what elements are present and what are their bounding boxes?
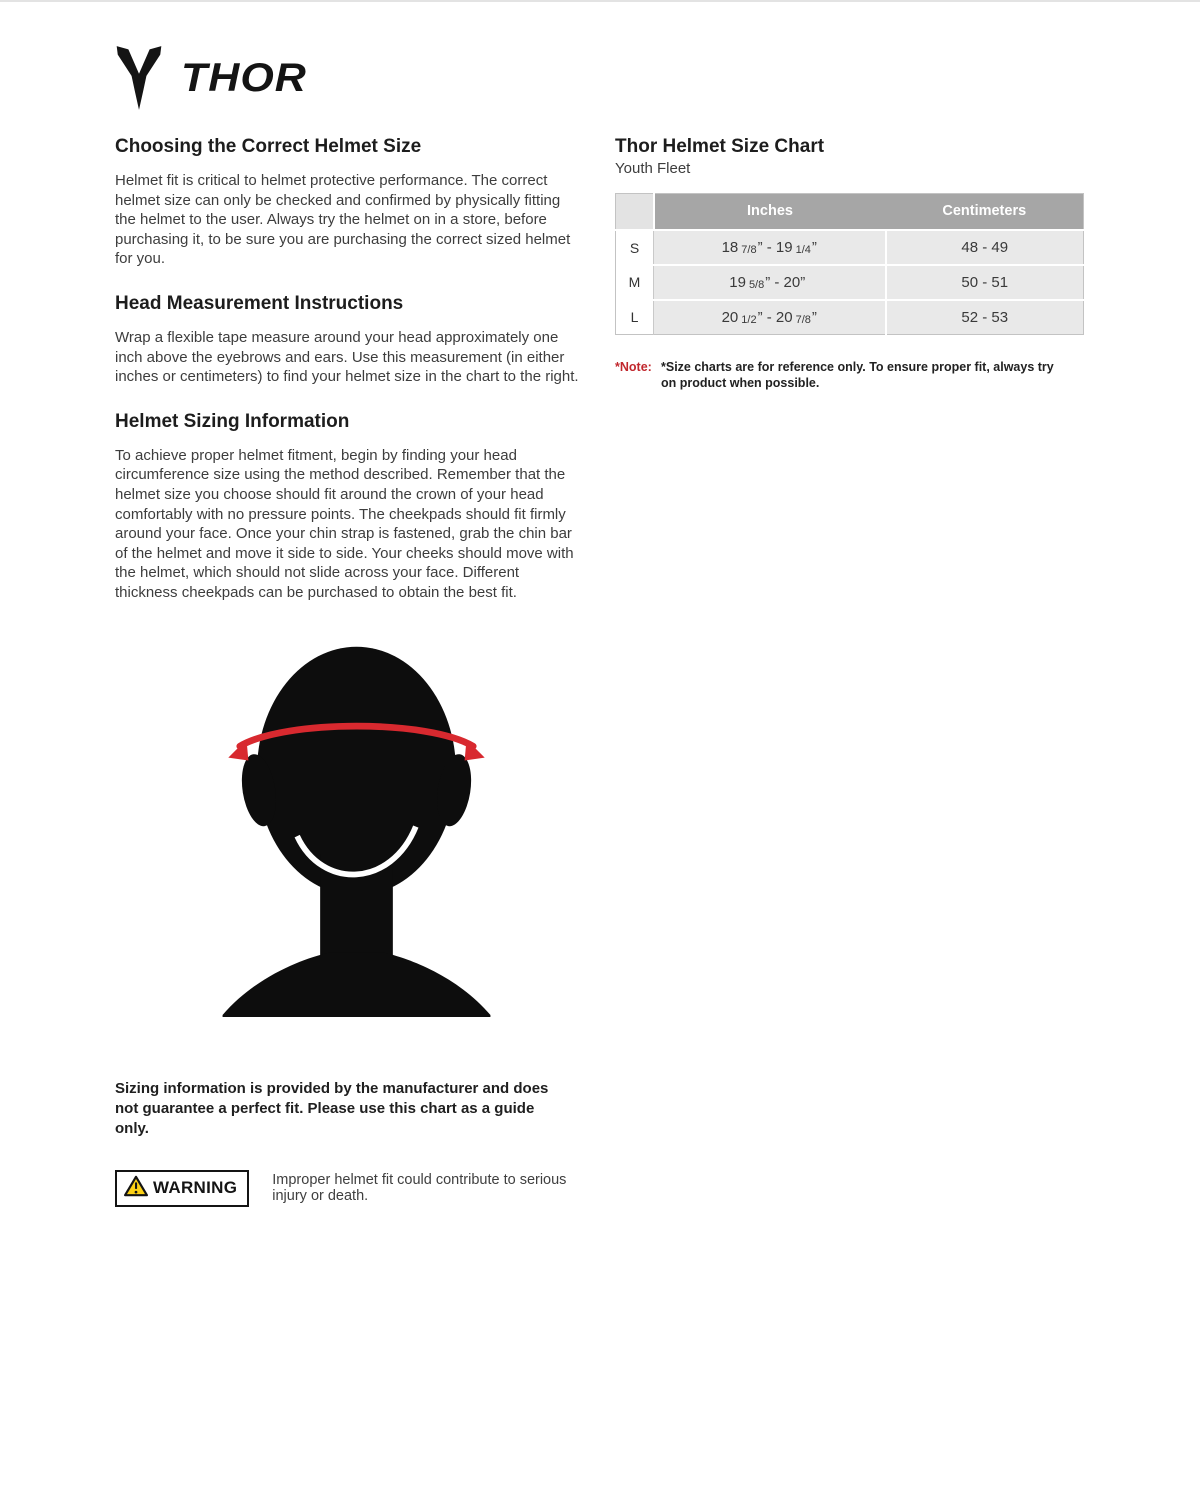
table-corner-cell — [616, 194, 654, 230]
size-label: L — [616, 300, 654, 335]
section-heading: Helmet Sizing Information — [115, 410, 350, 432]
warning-text: Improper helmet fit could contribute to serious injury or death. — [272, 1172, 567, 1204]
inches-value: 19 5/8” - 20” — [654, 265, 886, 300]
column-header-inches: Inches — [654, 194, 886, 230]
inches-value: 18 7/8” - 19 1/4” — [654, 230, 886, 265]
right-column — [615, 136, 1087, 1207]
section-body: Wrap a flexible tape measure around your head approximately one inch above the eyebrows and ears. Use this measurement (in either inches or centimeters) to find your helmet size in the chart to the right. — [115, 328, 579, 386]
left-column — [115, 136, 585, 1207]
section-body: To achieve proper helmet fitment, begin by finding your head circumference size using the method described. Remember that the helmet size you choose should fit around the crown of your head comfortably with no pressure points. The cheekpads should fit firmly around your face. Once your chin strap is fastened, grab the chin bar of the helmet and move it side to side. Your cheeks should move with the helmet, which should not slide across your face. Different thickness cheekpads can be purchased to obtain the best fit. — [115, 446, 574, 601]
section-heading: Choosing the Correct Helmet Size — [115, 136, 422, 157]
table-row-small — [616, 230, 1084, 265]
section-body: Helmet fit is critical to helmet protective performance. The correct helmet size can only be checked and confirmed by physically fitting the helmet to the user. Always try the helmet on in a store, before purchasing it, to be sure you are purchasing the correct sized helmet for you. — [115, 172, 571, 268]
table-row-medium — [616, 265, 1084, 300]
manufacturer-disclaimer: Sizing information is provided by the manufacturer and does not guarantee a perfect fit. Please use this chart as a guide only. — [115, 1079, 549, 1137]
size-label: S — [616, 230, 654, 265]
section-head-measurement — [115, 293, 585, 387]
size-chart-title: Thor Helmet Size Chart — [615, 136, 825, 157]
content-columns — [0, 136, 1200, 1207]
note-label: *Note: — [615, 360, 652, 374]
section-choosing-size — [115, 136, 585, 269]
size-chart-subtitle: Youth Fleet — [615, 160, 691, 177]
note-text: *Size charts are for reference only. To ensure proper fit, always try on product when possible. — [661, 360, 1054, 390]
warning-triangle-icon — [124, 1175, 148, 1202]
section-heading: Head Measurement Instructions — [115, 292, 404, 314]
thor-logo-wordmark: THOR — [181, 55, 307, 100]
centimeters-value: 48 - 49 — [886, 230, 1084, 265]
thor-logo-icon — [113, 44, 165, 112]
size-chart-note — [615, 359, 1087, 391]
warning-label: WARNING — [153, 1178, 238, 1197]
inches-value: 20 1/2” - 20 7/8” — [654, 300, 886, 335]
column-header-centimeters: Centimeters — [886, 194, 1084, 230]
section-sizing-information — [115, 411, 585, 603]
table-header-row — [616, 194, 1084, 230]
centimeters-value: 52 - 53 — [886, 300, 1084, 335]
warning-box — [115, 1170, 249, 1207]
brand-header — [0, 2, 1200, 104]
warning-row — [115, 1170, 585, 1207]
centimeters-value: 50 - 51 — [886, 265, 1084, 300]
helmet-size-table — [615, 193, 1084, 335]
table-row-large — [616, 300, 1084, 335]
head-measurement-illustration — [213, 639, 500, 1017]
size-label: M — [616, 265, 654, 300]
